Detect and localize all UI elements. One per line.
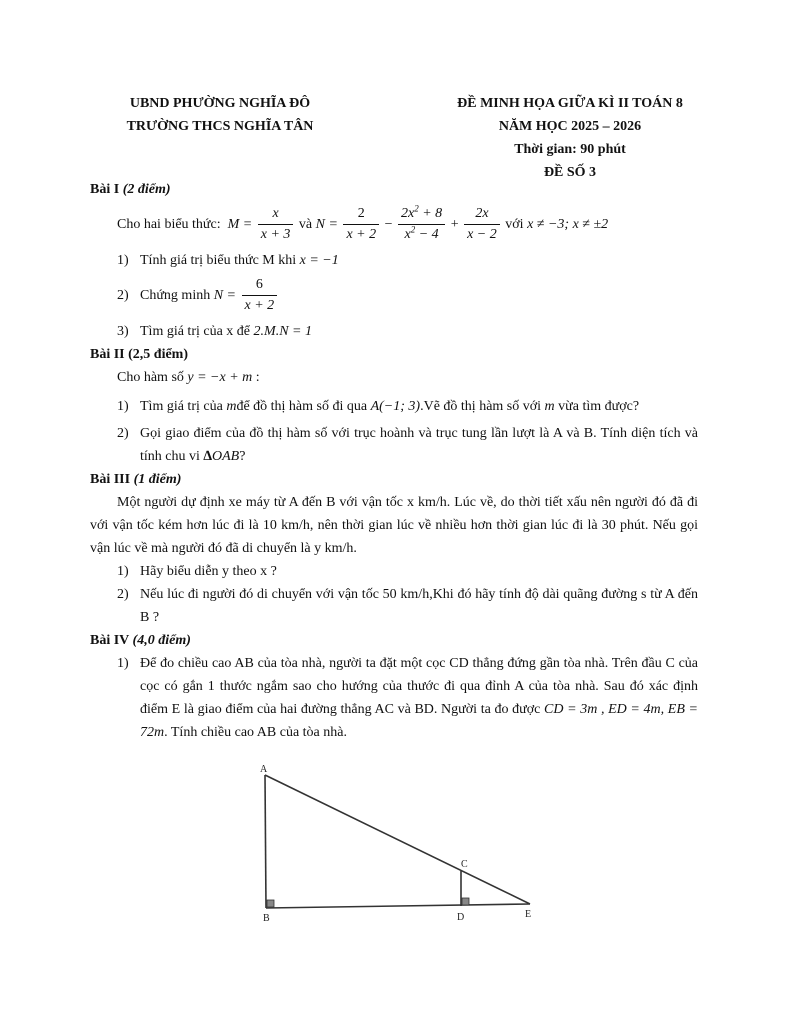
section-4-title: Bài IV (4,0 điểm)	[90, 633, 191, 648]
question-4-1: 1) Để đo chiều cao AB của tòa nhà, người ta đặt một cọc CD thẳng đứng gần tòa nhà. Trên đầu C của cọc có gắn 1 thước ngắm sao cho hướng của thước đi qua đỉnh A của tòa nhà. Sau đó xác định điểm E là giao điểm của hai đường thẳng AC và BD. Người ta đo được CD = 3m , ED = 4m, EB = 72m. Tính chiều cao AB của tòa nhà.	[117, 656, 698, 740]
section-2-title: Bài II (2,5 điểm)	[90, 347, 188, 362]
label-c: C	[461, 859, 468, 870]
question-2-2: 2) Gọi giao điểm của đồ thị hàm số với trục hoành và trục tung lần lượt là A và B. Tính diện tích và tính chu vi ∆OAB?	[117, 426, 698, 464]
exam-duration: Thời gian: 90 phút	[514, 142, 626, 157]
question-3-2: 2) Nếu lúc đi người đó di chuyển với vận tốc 50 km/h,Khi đó hãy tính độ dài quãng đường s từ A đến B ?	[117, 587, 698, 625]
ward-name: UBND PHƯỜNG NGHĨA ĐÔ	[129, 96, 311, 111]
fraction-m: $\frac{x}{x + 3}$	[258, 204, 294, 245]
section-1-title: Bài I (2 điểm)	[90, 182, 171, 197]
line-ab	[265, 775, 266, 908]
question-1-3: 3) Tìm giá trị của x để 2.M.N = 1	[117, 324, 312, 339]
line-ae	[265, 775, 530, 904]
section-3-title: Bài III (1 điểm)	[90, 472, 182, 487]
question-2-1: 1) Tìm giá trị của mđể đồ thị hàm số đi qua A(−1; 3).Vẽ đồ thị hàm số với m vừa tìm được?	[117, 399, 640, 414]
section-3-paragraph: Một người dự định xe máy từ A đến B với vận tốc x km/h. Lúc về, do thời tiết xấu nên người đó đã đi với vận tốc kém hơn lúc đi là 10 km/h, nên thời gian lúc về nhiều hơn thời gian lúc đi là 30 phút. Nếu gọi vận lúc về mà người đó đã di chuyển là y km/h.	[90, 495, 698, 556]
label-d: D	[457, 912, 465, 923]
label-a: A	[260, 764, 268, 775]
right-angle-d	[462, 898, 469, 905]
label-b: B	[263, 913, 270, 924]
exam-number: ĐỀ SỐ 3	[543, 165, 597, 180]
right-angle-b	[267, 900, 274, 907]
question-1-1: 1) Tính giá trị biểu thức M khi x = −1	[117, 253, 339, 268]
fraction-n2: $\frac{2x^2 + 8}{x^2 - 4}$	[398, 204, 445, 245]
section-2-intro: Cho hàm số y = −x + m :	[117, 370, 260, 385]
exam-title: ĐỀ MINH HỌA GIỮA KÌ II TOÁN 8	[457, 96, 683, 111]
fraction-n3: $\frac{2x}{x - 2}$	[464, 204, 500, 245]
label-e: E	[525, 909, 532, 920]
section-1-expressions: Cho hai biểu thức: M = $\frac{x}{x + 3}$ và N = $\frac{2}{x + 2}$ − $\frac{2x^2 + 8}{x^2 - 4}$ + $\frac{2x}{x - 2}$ với x ≠ −3; x ≠ ±2	[90, 201, 698, 249]
school-year: NĂM HỌC 2025 – 2026	[498, 119, 642, 134]
school-name: TRƯỜNG THCS NGHĨA TÂN	[126, 119, 314, 134]
line-be	[266, 904, 530, 908]
fraction-n1: $\frac{2}{x + 2}$	[343, 204, 379, 245]
question-3-1: 1) Hãy biểu diễn y theo x ?	[117, 564, 277, 579]
question-1-2: 2) Chứng minh N = $\frac{6}{x + 2}$	[90, 272, 698, 320]
fraction-proof: $\frac{6}{x + 2}$	[242, 275, 278, 316]
